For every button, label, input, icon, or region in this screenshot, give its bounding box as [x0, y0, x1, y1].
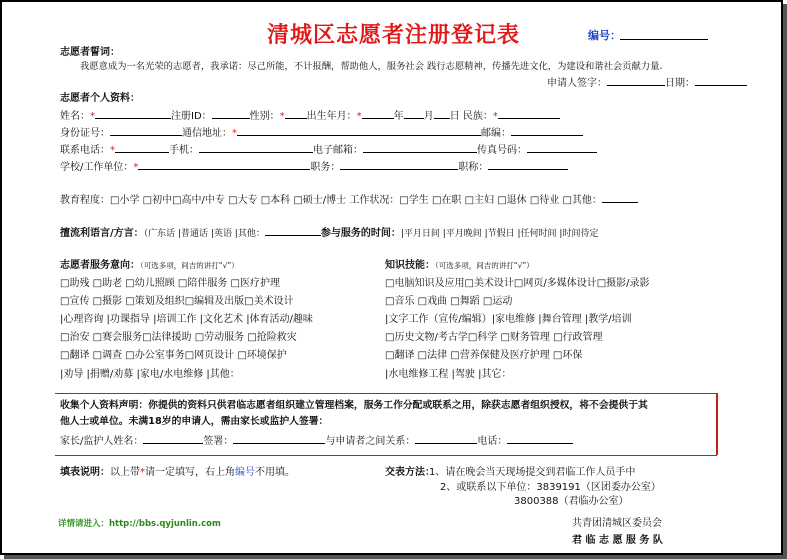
mobile-label: 手机：	[169, 145, 199, 156]
year-label: 年	[393, 111, 404, 122]
submit-line-2: 2、或联系以下单位：3839191（区团委办公室）	[440, 482, 661, 493]
id-card-field[interactable]	[110, 126, 182, 136]
skills-option-row[interactable]: □电脑知识及应用□美术设计□网页/多媒体设计□摄影/录影	[385, 278, 650, 289]
address-field[interactable]	[237, 126, 481, 136]
position-label: 职务：	[310, 162, 341, 173]
fill-note-text: 请一定填写，右上角	[145, 467, 235, 478]
name-field[interactable]	[95, 109, 171, 119]
org-name-1: 共青团清城区委员会	[572, 518, 662, 529]
service-option-row[interactable]: |劝导 |捐赠/劝募 |家电/水电维修 |其他：	[60, 369, 240, 380]
month-field[interactable]	[404, 109, 424, 119]
statement-line-2: 他人士或单位。未满18岁的申请人，需由家长或监护人签署：	[60, 416, 329, 427]
serial-field[interactable]	[620, 30, 708, 44]
oath-text: 我愿意成为一名光荣的志愿者，我承诺：尽己所能，不计报酬，帮助他人，服务社会 践行志愿精神，传播先进文化，为建设和谐社会贡献力量.	[80, 61, 663, 72]
relation-field[interactable]	[415, 434, 477, 444]
form-title: 清城区志愿者注册登记表	[266, 22, 520, 48]
guardian-row	[60, 434, 573, 448]
submit-line-3: 3800388（君临办公室）	[514, 496, 629, 507]
service-heading-row	[60, 260, 239, 272]
statement-line-1: 收集个人资料声明：你提供的资料只供君临志愿者组织建立管理档案，服务工作分配或联系之用，除获志愿者组织授权，将不会提供于其	[60, 400, 648, 411]
skills-option-row[interactable]: |水电维修工程 |驾驶 |其它：	[385, 369, 512, 380]
guardian-name-field[interactable]	[143, 434, 203, 444]
other-field[interactable]	[602, 193, 638, 203]
day-field[interactable]	[434, 109, 450, 119]
serial-label: 编号：	[588, 29, 621, 42]
gender-field[interactable]	[285, 109, 307, 119]
personal-row-2	[60, 126, 583, 140]
fill-note-text: 不用填。	[255, 467, 295, 478]
service-option-row[interactable]: □助残 □助老 □幼儿照顾 □陪伴服务 □医疗护理	[60, 278, 280, 289]
oath-sign-line	[547, 76, 747, 90]
reg-id-field[interactable]	[212, 109, 250, 119]
guardian-phone-label: 电话：	[477, 436, 508, 447]
gender-label: 性别：	[249, 111, 280, 122]
service-option-row[interactable]: □治安 □赛会服务□法律援助 □劳动服务 □抢险救灾	[60, 332, 297, 343]
skills-option-row[interactable]: □翻译 □法律 □营养保健及医疗护理 □环保	[385, 350, 583, 361]
personal-heading: 志愿者个人资料：	[60, 93, 140, 104]
fax-label: 传真号码：	[477, 145, 527, 156]
statement-border-right	[716, 393, 718, 455]
personal-row-4	[60, 160, 568, 174]
year-field[interactable]	[362, 109, 394, 119]
oath-heading: 志愿者誓词：	[60, 47, 120, 58]
position-field[interactable]	[340, 160, 458, 170]
relation-label: 与申请者之间关系：	[325, 436, 416, 447]
submit-label: 交表方法：	[385, 467, 435, 478]
email-label: 电子邮箱：	[313, 145, 363, 156]
personal-row-3	[60, 143, 597, 157]
fill-note	[60, 467, 295, 479]
skills-heading: 知识技能：	[385, 260, 435, 271]
skills-option-row[interactable]: □音乐 □戏曲 □舞蹈 □运动	[385, 296, 513, 307]
required-star: *	[356, 111, 362, 122]
statement-divider-bottom	[55, 455, 717, 456]
month-label: 月	[423, 111, 434, 122]
nation-label: 民族：	[462, 111, 493, 122]
service-note: （可选多项，间吉的讲打“√”）	[140, 261, 239, 270]
fill-note-text: 以上带	[110, 467, 140, 478]
fax-field[interactable]	[527, 143, 597, 153]
day-label: 日	[449, 111, 460, 122]
school-label: 学校/工作单位：	[60, 162, 134, 173]
service-option-row[interactable]: □翻译 □调查 □办公室事务□网页设计 □环境保护	[60, 350, 287, 361]
required-star: *	[133, 162, 139, 173]
phone-label: 联系电话：	[60, 145, 110, 156]
birth-label: 出生年月：	[306, 111, 357, 122]
name-label: 姓名：	[60, 111, 90, 122]
title-rank-field[interactable]	[488, 160, 568, 170]
submit-line-1: 1、请在晚会当天现场提交到君临工作人员手中	[429, 467, 636, 478]
id-card-label: 身份证号：	[60, 128, 110, 139]
required-star: *	[492, 111, 498, 122]
skills-heading-row	[385, 260, 534, 272]
language-row[interactable]	[60, 226, 598, 240]
mobile-field[interactable]	[199, 143, 313, 153]
required-star: *	[232, 128, 237, 139]
sign-field[interactable]	[607, 76, 665, 86]
guardian-signature-label: 签署：	[203, 436, 234, 447]
guardian-signature-field[interactable]	[233, 434, 325, 444]
required-star: *	[279, 111, 285, 122]
date-field[interactable]	[695, 76, 747, 86]
phone-field[interactable]	[115, 143, 169, 153]
school-field[interactable]	[138, 160, 310, 170]
email-field[interactable]	[363, 143, 477, 153]
language-other-field[interactable]	[265, 226, 321, 236]
personal-row-1	[60, 109, 560, 123]
title-rank-label: 职称：	[458, 162, 489, 173]
service-option-row[interactable]: □宣传 □摄影 □策划及组织□编辑及出版□美术设计	[60, 296, 294, 307]
statement-divider	[55, 393, 718, 394]
time-label: 参与服务的时间：	[320, 228, 401, 239]
fill-note-label: 填表说明：	[60, 467, 110, 478]
education-row[interactable]	[60, 193, 638, 207]
guardian-phone-field[interactable]	[507, 434, 573, 444]
postcode-field[interactable]	[511, 126, 583, 136]
reg-id-label: 注册ID：	[171, 111, 212, 122]
education-text: 教育程度：□小学 □初中□高中/中专 □大专 □本科 □硕士/博士 工作状况：□学生 □在职 □主妇 □退休 □待业 □其他：	[60, 195, 602, 206]
service-heading: 志愿者服务意向：	[60, 260, 140, 271]
serial-ref: 编号	[235, 467, 255, 478]
date-label: 日期：	[665, 78, 695, 89]
service-option-row[interactable]: |心理咨询 |功课指导 |培训工作 |文化艺术 |体育活动/趣味	[60, 314, 313, 325]
required-star: *	[90, 111, 95, 122]
postcode-label: 邮编：	[481, 128, 511, 139]
required-star: *	[140, 467, 145, 478]
skills-option-row[interactable]: □历史文物/考古学□科学 □财务管理 □行政管理	[385, 332, 603, 343]
forum-link[interactable]: 详情请进入：http://bbs.qyjunlin.com	[58, 519, 221, 529]
skills-option-row[interactable]: |文字工作（宣传/编辑）|家电维修 |舞台管理 |教学/培训	[385, 314, 632, 325]
language-label: 擅流利语言/方言：	[60, 228, 144, 239]
sign-label: 申请人签字：	[547, 78, 607, 89]
skills-note: （可选多项，间吉的讲打“√”）	[435, 261, 534, 270]
language-options[interactable]: （广东话 |普通话 |英语 |其他：	[143, 229, 265, 239]
required-star: *	[110, 145, 115, 156]
nation-field[interactable]	[498, 109, 560, 119]
org-name-2: 君 临 志 愿 服 务 队	[572, 535, 663, 546]
time-options[interactable]: |平月日间 |平月晚间 |节假日 |任何时间 |时间待定	[400, 229, 599, 239]
address-label: 通信地址：	[182, 128, 232, 139]
guardian-name-label: 家长/监护人姓名：	[60, 436, 144, 447]
